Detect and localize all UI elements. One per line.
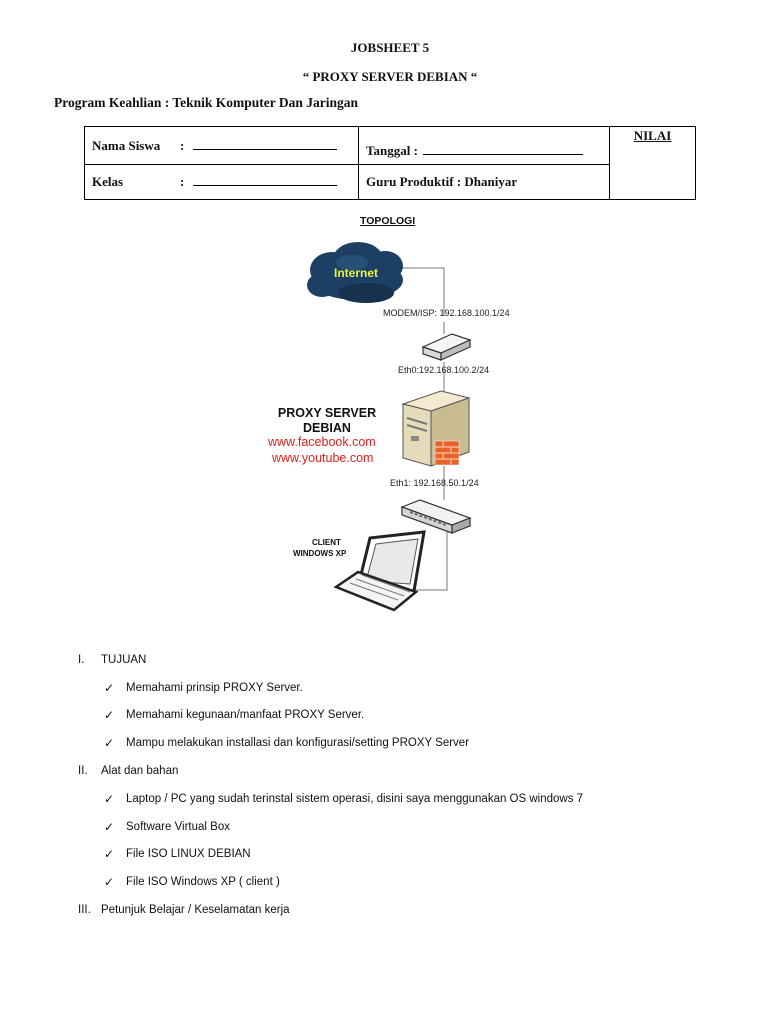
alat-item-2: Software Virtual Box	[126, 821, 230, 833]
kelas-colon: :	[180, 174, 185, 189]
blocked-site-youtube: www.youtube.com	[272, 451, 374, 465]
eth0-ip-label: Eth0:192.168.100.2/24	[398, 365, 490, 375]
check-icon: ✓	[104, 708, 115, 722]
jobsheet-number: JOBSHEET 5	[350, 40, 430, 55]
modem-ip-label: MODEM/ISP: 192.168.100.1/24	[383, 308, 510, 318]
kelas-label: Kelas	[92, 174, 124, 189]
eth1-ip-label: Eth1: 192.168.50.1/24	[390, 478, 479, 488]
nilai-label: NILAI	[633, 128, 672, 143]
check-icon: ✓	[104, 792, 115, 806]
section-2-numeral: II.	[78, 765, 88, 777]
laptop-icon	[336, 532, 424, 610]
section-1-numeral: I.	[78, 654, 85, 666]
internet-label: Internet	[333, 266, 379, 280]
section-3-numeral: III.	[78, 904, 91, 916]
alat-item-3: File ISO LINUX DEBIAN	[126, 848, 251, 860]
tujuan-item-2: Memahami kegunaan/manfaat PROXY Server.	[126, 709, 365, 721]
nama-siswa-label: Nama Siswa	[92, 137, 161, 153]
section-1-title: TUJUAN	[101, 654, 147, 666]
modem-icon	[423, 334, 470, 360]
firewall-icon	[435, 441, 459, 465]
topology-title: TOPOLOGI	[360, 215, 416, 227]
program-keahlian: Program Keahlian : Teknik Komputer Dan Jaringan	[54, 95, 359, 110]
blocked-site-facebook: www.facebook.com	[268, 435, 376, 449]
server-name-line1: PROXY SERVER	[277, 406, 377, 420]
nama-siswa-colon: :	[180, 137, 185, 153]
document-title: “ PROXY SERVER DEBIAN “	[302, 69, 478, 84]
tujuan-item-1: Memahami prinsip PROXY Server.	[126, 682, 303, 694]
check-icon: ✓	[104, 847, 115, 861]
alat-item-4: File ISO Windows XP ( client )	[126, 876, 280, 888]
check-icon: ✓	[104, 681, 115, 695]
section-2-title: Alat dan bahan	[101, 765, 179, 777]
tujuan-item-3: Mampu melakukan installasi dan konfigurasi/setting PROXY Server	[126, 737, 470, 749]
client-label-line1: CLIENT	[312, 538, 341, 547]
alat-item-1: Laptop / PC yang sudah terinstal sistem operasi, disini saya menggunakan OS windows 7	[126, 793, 584, 805]
check-icon: ✓	[104, 875, 115, 889]
guru-produktif-label: Guru Produktif : Dhaniyar	[366, 174, 518, 189]
check-icon: ✓	[104, 736, 115, 750]
tanggal-label: Tanggal :	[366, 142, 418, 158]
switch-icon	[402, 500, 470, 533]
server-name-line2: DEBIAN	[303, 421, 351, 435]
check-icon: ✓	[104, 820, 115, 834]
section-3-title: Petunjuk Belajar / Keselamatan kerja	[101, 904, 290, 916]
client-label-line2: WINDOWS XP	[293, 549, 347, 558]
